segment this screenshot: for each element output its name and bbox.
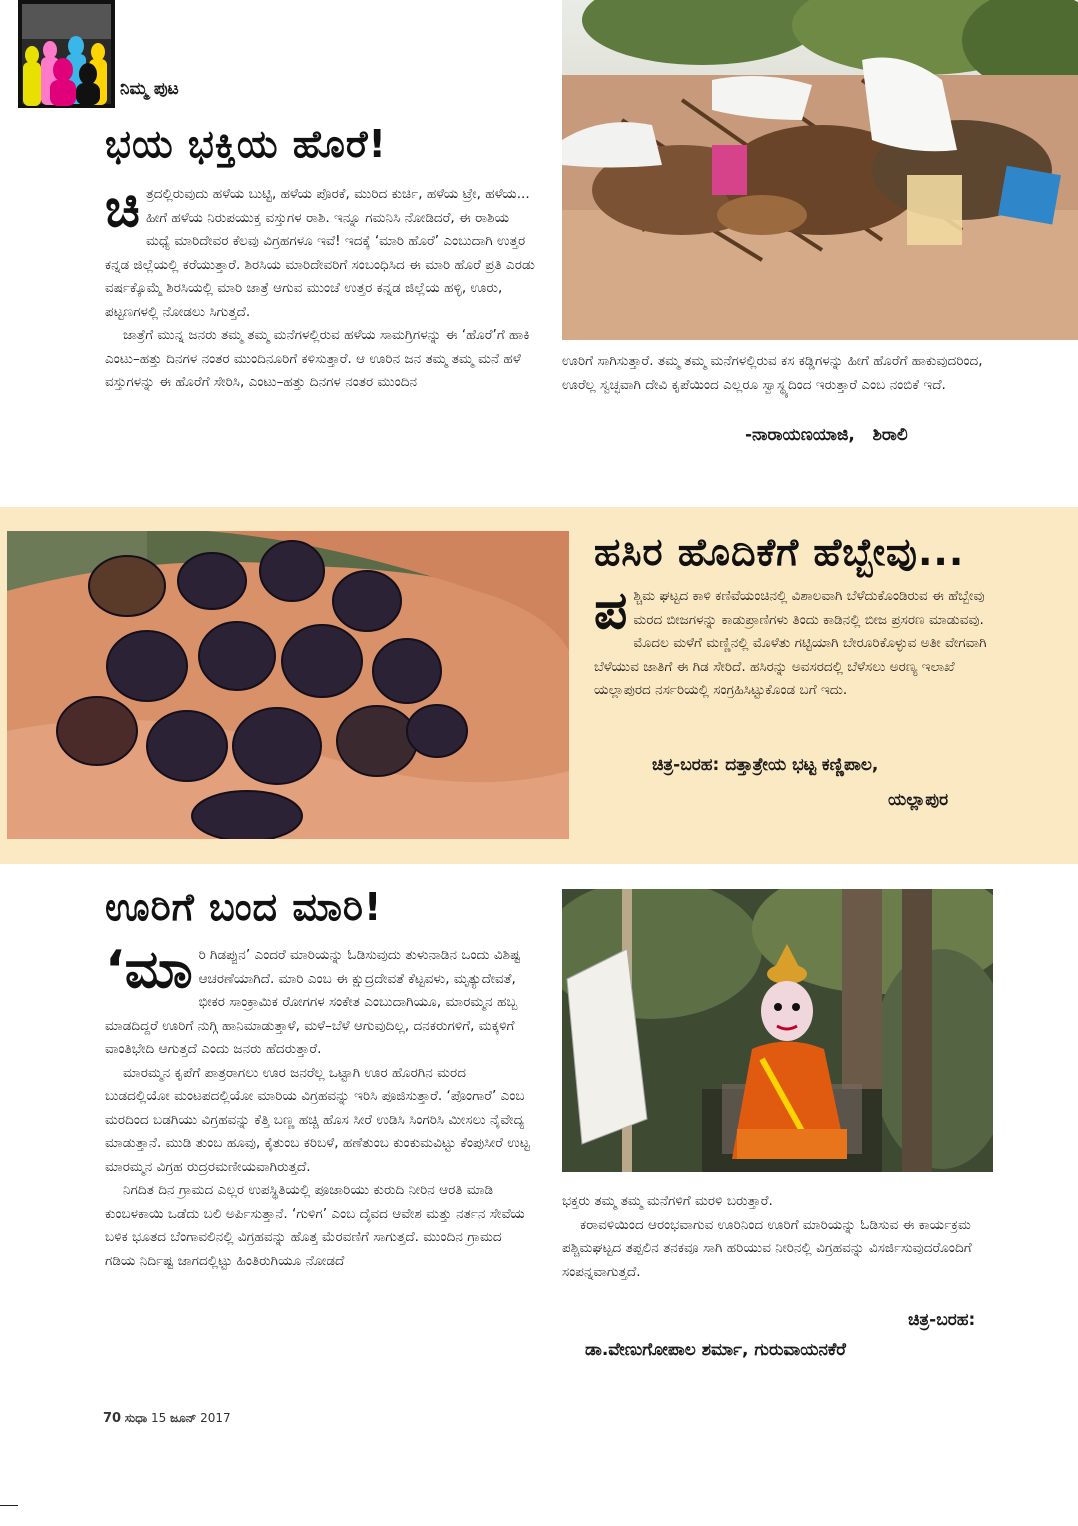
article2-credit-line1: ಚಿತ್ರ-ಬರಹ: ದತ್ತಾತ್ರೇಯ ಭಟ್ಟ ಕಣ್ಣಿಪಾಲ,	[652, 755, 879, 775]
article1-paragraph-1-text: ತ್ರದಲ್ಲಿರುವುದು ಹಳೆಯ ಬುಟ್ಟಿ, ಹಳೆಯ ಪೊರಕೆ, ಮುರಿದ ಕುರ್ಚಿ, ಹಳೆಯ ಟ್ರೇ, ಹಳೆಯ... ಹೀಗೆ ಹಳೆಯ ನಿರುಪಯುಕ್ತ ವಸ್ತುಗಳ ರಾಶಿ. ಇನ್ನೂ ಗಮನಿಸಿ ನೋಡಿದರೆ, ಈ ರಾಶಿಯ ಮಧ್ಯೆ ಮಾರಿದೇವರ ಕೆಲವು ವಿಗ್ರಹಗಳೂ ಇವೆ! ಇದಕ್ಕೆ ‘ಮಾರಿ ಹೊರೆ’ ಎಂಬುದಾಗಿ ಉತ್ತರ ಕನ್ನಡ ಜಿಲ್ಲೆಯಲ್ಲಿ ಕರೆಯುತ್ತಾರೆ. ಶಿರಸಿಯ ಮಾರಿದೇವರಿಗೆ ಸಂಬಂಧಿಸಿದ ಈ ಮಾರಿ ಹೊರೆ ಪ್ರತಿ ಎರಡು ವರ್ಷಕ್ಕೊಮ್ಮೆ ಶಿರಸಿಯಲ್ಲಿ ಮಾರಿ ಜಾತ್ರೆ ಆಗುವ ಮುಂಚೆ ಉತ್ತರ ಕನ್ನಡ ಜಿಲ್ಲೆಯ ಹಳ್ಳಿ, ಊರು, ಪಟ್ಟಣಗಳಲ್ಲಿ ನೋಡಲು ಸಿಗುತ್ತದೆ.	[105, 186, 535, 320]
article1-paragraph-1	[105, 179, 535, 324]
article1-continuation	[562, 350, 992, 397]
article1-credit: -ನಾರಾಯಣಯಾಜಿ, ಶಿರಾಲಿ	[745, 425, 908, 445]
article3-credit-line2: ಡಾ.ವೇಣುಗೋಪಾಲ ಶರ್ಮಾ, ಗುರುವಾಯನಕೆರೆ	[585, 1340, 846, 1360]
mari-idol-photo	[562, 889, 993, 1172]
section-label: ನಿಮ್ಮ ಪುಟ	[120, 79, 179, 99]
junk-pile-photo	[562, 0, 1078, 340]
article3-credit-line1: ಚಿತ್ರ-ಬರಹ:	[908, 1310, 976, 1330]
article3-paragraph-4: ಭಕ್ತರು ತಮ್ಮ ತಮ್ಮ ಮನೆಗಳಿಗೆ ಮರಳಿ ಬರುತ್ತಾರೆ.	[562, 1193, 773, 1209]
article3-paragraph-2: ಮಾರಮ್ಮನ ಕೃಪೆಗೆ ಪಾತ್ರರಾಗಲು ಊರ ಜನರೆಲ್ಲ ಒಟ್ಟಾಗಿ ಊರ ಹೊರಗಿನ ಮರದ ಬುಡದಲ್ಲಿಯೋ ಮಂಟಪದಲ್ಲಿಯೋ ಮಾರಿಯ ವಿಗ್ರಹವನ್ನು ಇರಿಸಿ ಪೂಜಿಸುತ್ತಾರೆ. ‘ಪೊಂಗಾರೆ’ ಎಂಬ ಮರದಿಂದ ಬಡಗಿಯು ವಿಗ್ರಹವನ್ನು ಕೆತ್ತಿ ಬಣ್ಣ ಹಚ್ಚಿ ಹೊಸ ಸೀರೆ ಉಡಿಸಿ ಸಿಂಗರಿಸಿ ಮೀಸಲು ನೈವೇದ್ಯ ಮಾಡುತ್ತಾನೆ. ಮುಡಿ ತುಂಬ ಹೂವು, ಕೈತುಂಬ ಕರಿಬಳೆ, ಹಣೆತುಂಬ ಕುಂಕುಮವಿಟ್ಟು ಕೆಂಪುಸೀರೆ ಉಟ್ಟ ಮಾರಮ್ಮನ ವಿಗ್ರಹ ರುದ್ರರಮಣೀಯವಾಗಿರುತ್ತದೆ.	[105, 1064, 530, 1175]
section-logo	[18, 0, 115, 108]
article3-title: ಊರಿಗೆ ಬಂದ ಮಾರಿ!	[105, 885, 383, 929]
article3-dropcap: ‘ಮಾ	[105, 940, 193, 1000]
issue-month: ಜೂನ್	[170, 1411, 197, 1425]
article2-paragraph-text: ಶ್ಚಿಮ ಘಟ್ಟದ ಕಾಳಿ ಕಣಿವೆಯಂಚಿನಲ್ಲಿ ವಿಶಾಲವಾಗಿ ಬೆಳೆದುಕೊಂಡಿರುವ ಈ ಹೆಬ್ಬೇವು ಮರದ ಬೀಜಗಳನ್ನು ಕಾಡುಪ್ರಾಣಿಗಳು ತಿಂದು ಕಾಡಿನಲ್ಲಿ ಬೀಜ ಪ್ರಸರಣ ಮಾಡುವವು. ಮೊದಲ ಮಳೆಗೆ ಮಣ್ಣಿನಲ್ಲಿ ಮೊಳೆತು ಗಟ್ಟಿಯಾಗಿ ಬೇರೂರಿಕೊಳ್ಳುವ ಅತೀ ವೇಗವಾಗಿ ಬೆಳೆಯುವ ಜಾತಿಗೆ ಈ ಗಿಡ ಸೇರಿದೆ. ಹಸಿರನ್ನು ಅವಸರದಲ್ಲಿ ಬೆಳೆಸಲು ಅರಣ್ಯ ಇಲಾಖೆ ಯಲ್ಲಾಪುರದ ನರ್ಸರಿಯಲ್ಲಿ ಸಂಗ್ರಹಿಸಿಟ್ಟುಕೊಂಡ ಬಗೆ ಇದು.	[594, 588, 987, 698]
article2-paragraph	[594, 581, 994, 703]
article1-title: ಭಯ ಭಕ್ತಿಯ ಹೊರೆ!	[105, 122, 387, 166]
article2-credit-line2: ಯಲ್ಲಾಪುರ	[888, 790, 949, 810]
article3-paragraph-5: ಕರಾವಳಿಯಿಂದ ಆರಂಭವಾಗುವ ಊರಿನಿಂದ ಊರಿಗೆ ಮಾರಿಯನ್ನು ಓಡಿಸುವ ಈ ಕಾರ್ಯಕ್ರಮ ಪಶ್ಚಿಮಘಟ್ಟದ ತಪ್ಪಲಿನ ತನಕವೂ ಸಾಗಿ ಹರಿಯುವ ನೀರಿನಲ್ಲಿ ವಿಗ್ರಹವನ್ನು ವಿಸರ್ಜಿಸುವುದರೊಂದಿಗೆ ಸಂಪನ್ನವಾಗುತ್ತದೆ.	[562, 1216, 972, 1280]
article1-body	[105, 179, 535, 395]
seeds-photo	[7, 531, 569, 839]
article1-paragraph-2: ಜಾತ್ರೆಗೆ ಮುನ್ನ ಜನರು ತಮ್ಮ ತಮ್ಮ ಮನೆಗಳಲ್ಲಿರುವ ಹಳೆಯ ಸಾಮಗ್ರಿಗಳನ್ನು ಈ ‘ಹೊರೆ’ಗೆ ಹಾಕಿ ಎಂಟು–ಹತ್ತು ದಿನಗಳ ನಂತರ ಮುಂದಿನೂರಿಗೆ ಕಳಿಸುತ್ತಾರೆ. ಆ ಊರಿನ ಜನ ತಮ್ಮ ತಮ್ಮ ಮನೆ ಹಳೆ ವಸ್ತುಗಳನ್ನು ಈ ಹೊರೆಗೆ ಸೇರಿಸಿ, ಎಂಟು–ಹತ್ತು ದಿನಗಳ ನಂತರ ಮುಂದಿನ	[105, 327, 530, 390]
page-footer	[103, 1411, 231, 1426]
issue-year: 2017	[200, 1411, 231, 1425]
article2-body	[594, 581, 994, 703]
article3-paragraph-1-text: ರಿ ಗಿಡಪ್ಪುನ’ ಎಂದರೆ ಮಾರಿಯನ್ನು ಓಡಿಸುವುದು ತುಳುನಾಡಿನ ಒಂದು ವಿಶಿಷ್ಟ ಆಚರಣೆಯಾಗಿದೆ. ಮಾರಿ ಎಂಬ ಈ ಕ್ಷುದ್ರದೇವತೆ ಕೆಟ್ಟವಳು, ಮೃತ್ಯುದೇವತೆ, ಭೀಕರ ಸಾಂಕ್ರಾಮಿಕ ರೋಗಗಳ ಸಂಕೇತ ಎಂಬುದಾಗಿಯೂ, ಮಾರಮ್ಮನ ಹಬ್ಬ ಮಾಡದಿದ್ದರೆ ಊರಿಗೆ ನುಗ್ಗಿ ಹಾನಿಮಾಡುತ್ತಾಳೆ, ಮಳೆ–ಬೆಳೆ ಆಗುವುದಿಲ್ಲ, ದನಕರುಗಳಿಗೆ, ಮಕ್ಕಳಿಗೆ ವಾಂತಿಭೇದಿ ಆಗುತ್ತದೆ ಎಂದು ಜನರು ಹೆದರುತ್ತಾರೆ.	[105, 947, 521, 1057]
article3-body	[105, 940, 535, 1273]
issue-day: 15	[150, 1411, 167, 1425]
article1-dropcap: ಚಿ	[105, 179, 140, 239]
crop-mark-top-left	[0, 0, 19, 100]
article3-paragraph-1	[105, 940, 535, 1062]
article3-paragraph-3: ನಿಗದಿತ ದಿನ ಗ್ರಾಮದ ಎಲ್ಲರ ಉಪಸ್ಥಿತಿಯಲ್ಲಿ ಪೂಜಾರಿಯು ಕುರುದಿ ನೀರಿನ ಆರತಿ ಮಾಡಿ ಕುಂಬಳಕಾಯಿ ಒಡೆದು ಬಲಿ ಅರ್ಪಿಸುತ್ತಾನೆ. ‘ಗುಳಿಗ’ ಎಂಬ ದೈವದ ಆವೇಶ ಮತ್ತು ನರ್ತನ ಸೇವೆಯ ಬಳಿಕ ಭೂತದ ಬೆಂಗಾವಲಿನಲ್ಲಿ ವಿಗ್ರಹವನ್ನು ಹೊತ್ತ ಮೆರವಣಿಗೆ ಸಾಗುತ್ತದೆ. ಮುಂದಿನ ಗ್ರಾಮದ ಗಡಿಯ ನಿರ್ದಿಷ್ಟ ಜಾಗದಲ್ಲಿಟ್ಟು ಹಿಂತಿರುಗಿಯೂ ನೋಡದೆ	[105, 1182, 525, 1269]
crop-mark-bottom-left	[0, 1505, 18, 1526]
article3-continuation	[562, 1190, 992, 1284]
article2-title: ಹಸಿರ ಹೊದಿಕೆಗೆ ಹೆಬ್ಬೇವು...	[594, 530, 965, 574]
article2-dropcap: ಪ	[594, 581, 628, 641]
page-number: 70	[103, 1411, 122, 1426]
article1-paragraph-3: ಊರಿಗೆ ಸಾಗಿಸುತ್ತಾರೆ. ತಮ್ಮ ತಮ್ಮ ಮನೆಗಳಲ್ಲಿರುವ ಕಸ ಕಡ್ಡಿಗಳನ್ನು ಹೀಗೆ ಹೊರೆಗೆ ಹಾಕುವುದರಿಂದ, ಊರೆಲ್ಲ ಸ್ವಚ್ಛವಾಗಿ ದೇವಿ ಕೃಪೆಯಿಂದ ಎಲ್ಲರೂ ಸ್ವಾಸ್ಥ್ಯದಿಂದ ಇರುತ್ತಾರೆ ಎಂಬ ನಂಬಿಕೆ ಇದೆ.	[562, 353, 983, 393]
magazine-name: ಸುಧಾ	[124, 1411, 148, 1425]
